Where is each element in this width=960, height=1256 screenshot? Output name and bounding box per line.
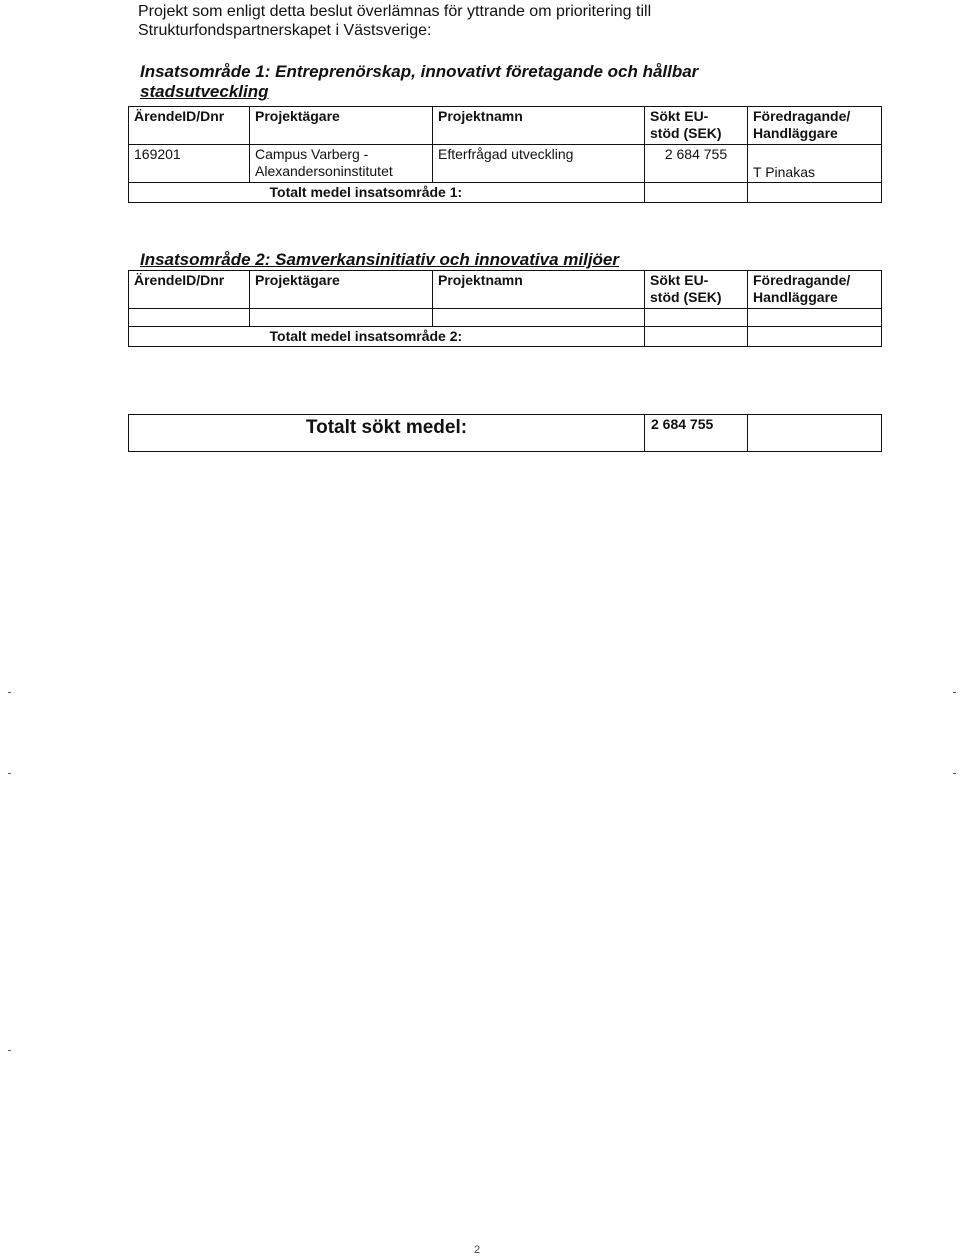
section2-header-row [129,271,882,309]
cell-namn [433,309,645,327]
scan-mark [953,773,956,774]
scan-mark [8,692,11,693]
section1-title [140,62,698,102]
table-row [129,145,882,183]
scan-mark [8,1050,11,1051]
section2-title: Insatsområde 2: Samverkansinitiativ och innovativa miljöer [140,250,620,269]
total-handlaggare [748,183,882,203]
total-value [645,183,748,203]
section1-title-line-1: Insatsområde 1: Entreprenörskap, innovativt företagande och hållbar [140,62,699,81]
cell-handlaggare [748,309,882,327]
grand-total-empty [748,415,882,452]
header-stod: Sökt EU- stöd (SEK) [645,107,748,145]
header-arende: ÄrendeID/Dnr [129,107,250,145]
intro-line-1: Projekt som enligt detta beslut överlämnas för yttrande om prioritering till [138,3,652,20]
total-label: Totalt medel insatsområde 1: [250,183,645,203]
section2-table [128,270,882,347]
cell-stod [645,309,748,327]
cell-agare: Campus Varberg - Alexandersoninstitutet [250,145,433,183]
header-arende: ÄrendeID/Dnr [129,271,250,309]
section1-header-row [129,107,882,145]
header-stod: Sökt EU- stöd (SEK) [645,271,748,309]
section1-title-line-2: stadsutveckling [140,82,269,101]
header-handlaggare: Föredragande/ Handläggare [748,271,882,309]
total-empty [129,183,250,203]
total-label: Totalt medel insatsområde 2: [250,327,645,347]
total-empty [129,327,250,347]
header-namn: Projektnamn [433,107,645,145]
cell-stod: 2 684 755 [645,145,748,183]
header-namn: Projektnamn [433,271,645,309]
header-agare: Projektägare [250,107,433,145]
header-handlaggare: Föredragande/ Handläggare [748,107,882,145]
intro-text [138,2,651,40]
page-number: 2 [474,1244,481,1256]
cell-namn: Efterfrågad utveckling [433,145,645,183]
scan-mark [8,773,11,774]
cell-handlaggare: T Pinakas [748,145,882,183]
header-agare: Projektägare [250,271,433,309]
scan-mark [953,692,956,693]
section2-total-row [129,327,882,347]
cell-agare [250,309,433,327]
section1-table [128,106,882,203]
grand-total-table [128,414,882,452]
cell-arende: 169201 [129,145,250,183]
cell-arende [129,309,250,327]
section1-total-row [129,183,882,203]
total-value [645,327,748,347]
intro-line-2: Strukturfondspartnerskapet i Västsverige: [138,22,432,39]
grand-total-value: 2 684 755 [645,415,748,452]
total-handlaggare [748,327,882,347]
table-row [129,309,882,327]
grand-total-label: Totalt sökt medel: [129,415,645,452]
